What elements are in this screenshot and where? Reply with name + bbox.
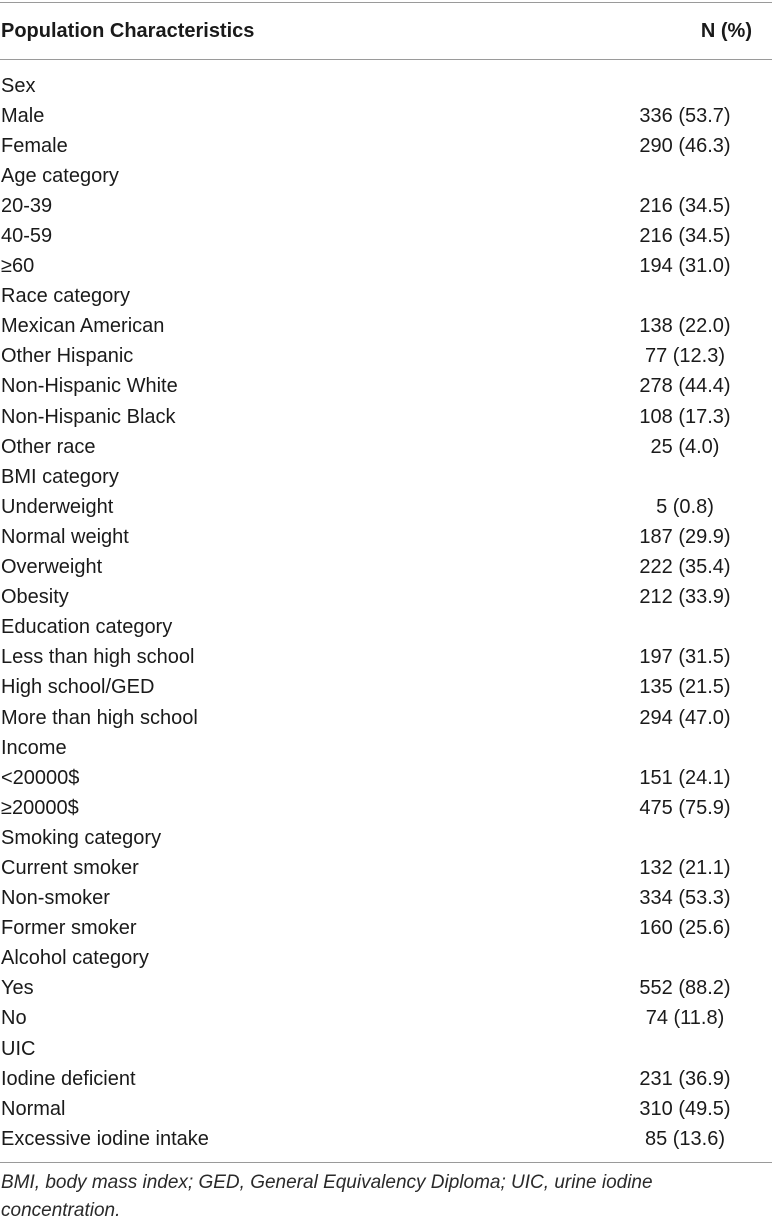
table-row — [0, 703, 772, 733]
row-value: 194 (31.0) — [639, 255, 731, 278]
header-value: N (%) — [700, 19, 752, 42]
table-row — [0, 793, 772, 823]
table-row — [0, 613, 772, 643]
table-bottom-rule — [0, 1162, 772, 1163]
table-row — [0, 191, 772, 221]
table-row — [0, 1004, 772, 1034]
row-value: 85 (13.6) — [644, 1127, 726, 1150]
table-row — [0, 1034, 772, 1064]
table-row — [0, 221, 772, 251]
row-label: Non-smoker — [1, 887, 110, 910]
row-label: ≥60 — [1, 255, 35, 278]
row-value: 160 (25.6) — [639, 917, 731, 940]
row-value: 222 (35.4) — [639, 556, 731, 579]
row-label: Female — [1, 134, 68, 157]
row-value: 310 (49.5) — [639, 1097, 731, 1120]
table-row — [0, 101, 772, 131]
row-label: 40-59 — [1, 225, 53, 248]
table-row — [0, 853, 772, 883]
table-row — [0, 402, 772, 432]
row-value: 108 (17.3) — [639, 405, 731, 428]
row-value: 552 (88.2) — [639, 977, 731, 1000]
table-body — [0, 60, 772, 1154]
row-label: Other race — [1, 435, 96, 458]
row-label: Income — [1, 736, 67, 759]
row-value: 231 (36.9) — [639, 1067, 731, 1090]
row-value: 278 (44.4) — [639, 375, 731, 398]
table-row — [0, 1064, 772, 1094]
row-value: 212 (33.9) — [639, 586, 731, 609]
row-label: Overweight — [1, 556, 103, 579]
table-row — [0, 312, 772, 342]
row-value: 138 (22.0) — [639, 315, 731, 338]
row-value: 216 (34.5) — [639, 194, 731, 217]
row-value: 132 (21.1) — [639, 856, 731, 879]
table-row — [0, 733, 772, 763]
table-header-row — [0, 3, 772, 59]
table-row — [0, 823, 772, 853]
table-row — [0, 914, 772, 944]
row-label: More than high school — [1, 706, 198, 729]
row-label: Underweight — [1, 495, 114, 518]
table-row — [0, 673, 772, 703]
row-label: Race category — [1, 285, 130, 308]
table-row — [0, 71, 772, 101]
row-value: 151 (24.1) — [639, 766, 731, 789]
row-label: Normal weight — [1, 525, 129, 548]
header-characteristic: Population Characteristics — [1, 19, 255, 42]
characteristics-table — [0, 2, 772, 1225]
row-value: 336 (53.7) — [639, 104, 731, 127]
table-row — [0, 522, 772, 552]
row-label: Yes — [1, 977, 34, 1000]
row-label: Male — [1, 104, 45, 127]
table-row — [0, 462, 772, 492]
row-label: Sex — [1, 74, 36, 97]
table-row — [0, 763, 772, 793]
row-value: 77 (12.3) — [644, 345, 726, 368]
row-label: Normal — [1, 1097, 66, 1120]
row-label: <20000$ — [1, 766, 80, 789]
table-footnote: BMI, body mass index; GED, General Equivalency Diploma; UIC, urine iodine concentration. — [1, 1172, 653, 1222]
row-value: 290 (46.3) — [639, 134, 731, 157]
table-row — [0, 553, 772, 583]
row-value: 135 (21.5) — [639, 676, 731, 699]
row-label: Age category — [1, 164, 119, 187]
row-value: 5 (0.8) — [656, 495, 714, 518]
table-row — [0, 131, 772, 161]
row-value: 197 (31.5) — [639, 646, 731, 669]
row-label: Non-Hispanic White — [1, 375, 178, 398]
row-value: 187 (29.9) — [639, 525, 731, 548]
table-row — [0, 583, 772, 613]
row-label: No — [1, 1007, 27, 1030]
row-label: 20-39 — [1, 194, 53, 217]
row-label: Education category — [1, 616, 173, 639]
row-label: Alcohol category — [1, 947, 149, 970]
table-row — [0, 252, 772, 282]
row-label: UIC — [1, 1037, 36, 1060]
row-label: Current smoker — [1, 856, 139, 879]
row-label: Former smoker — [1, 917, 137, 940]
table-row — [0, 974, 772, 1004]
row-label: Iodine deficient — [1, 1067, 136, 1090]
table-row — [0, 161, 772, 191]
row-label: Other Hispanic — [1, 345, 134, 368]
row-label: Mexican American — [1, 315, 165, 338]
row-label: Obesity — [1, 586, 69, 609]
row-label: BMI category — [1, 465, 119, 488]
table-row — [0, 944, 772, 974]
row-label: High school/GED — [1, 676, 155, 699]
table-row — [0, 282, 772, 312]
row-value: 216 (34.5) — [639, 225, 731, 248]
row-value: 334 (53.3) — [639, 887, 731, 910]
table-row — [0, 643, 772, 673]
row-value: 25 (4.0) — [650, 435, 720, 458]
row-label: Excessive iodine intake — [1, 1127, 209, 1150]
row-label: ≥20000$ — [1, 796, 79, 819]
table-row — [0, 492, 772, 522]
row-value: 74 (11.8) — [645, 1007, 725, 1030]
table-row — [0, 432, 772, 462]
table-row — [0, 884, 772, 914]
row-label: Less than high school — [1, 646, 195, 669]
table-row — [0, 1094, 772, 1124]
table-row — [0, 372, 772, 402]
row-label: Smoking category — [1, 826, 162, 849]
row-value: 294 (47.0) — [639, 706, 731, 729]
row-value: 475 (75.9) — [639, 796, 731, 819]
table-row — [0, 342, 772, 372]
row-label: Non-Hispanic Black — [1, 405, 176, 428]
table-row — [0, 1124, 772, 1154]
